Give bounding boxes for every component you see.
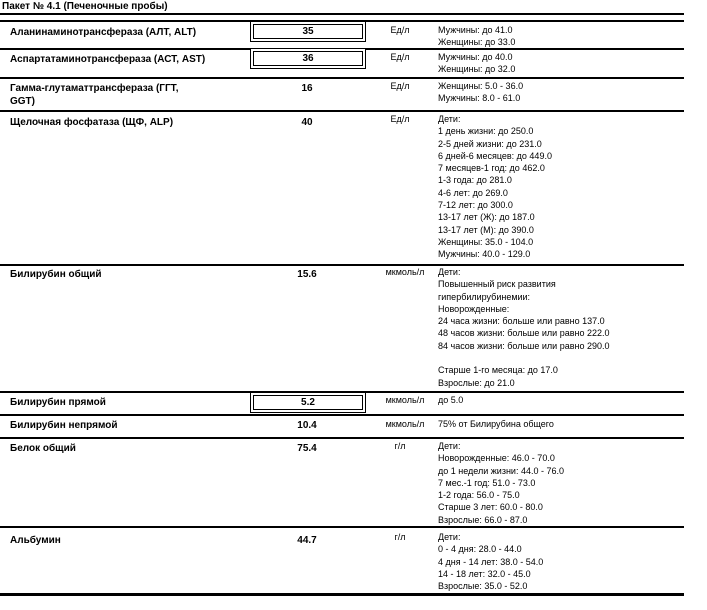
reference-range-alt: Мужчины: до 41.0 Женщины: до 33.0	[438, 25, 516, 48]
reference-range-ggt: Женщины: 5.0 - 36.0 Мужчины: 8.0 - 61.0	[438, 81, 524, 104]
row-divider	[0, 110, 684, 112]
row-divider	[0, 437, 684, 439]
unit-alt: Ед/л	[390, 25, 410, 35]
result-value-bilirubin-total: 15.6	[297, 269, 317, 280]
reference-range-ast: Мужчины: до 40.0 Женщины: до 32.0	[438, 52, 516, 75]
test-name-alp: Щелочная фосфатаза (ЩФ, ALP)	[10, 117, 174, 128]
test-name-bilirubin-direct: Билирубин прямой	[10, 397, 106, 408]
test-name-ggt: Гамма-глутаматтрансфераза (ГГТ, GGT)	[10, 83, 179, 107]
test-name-albumin: Альбумин	[10, 535, 61, 546]
unit-ggt: Ед/л	[390, 81, 410, 91]
result-value-ast: 36	[250, 48, 366, 69]
result-value-alp: 40	[301, 117, 313, 128]
test-name-bilirubin-indirect: Билирубин непрямой	[10, 420, 118, 431]
reference-range-bilirubin-total: Дети: Повышенный риск развития гипербилирубинемии: Новорожденные: 24 часа жизни: больше или равно 137.0 48 часов жизни: больше или равно 222.0 84 часов жизни: больше или равно 290.0 Старше 1-го месяца: до 17.0 Взрослые: до 21.0	[438, 267, 610, 388]
test-name-bilirubin-total: Билирубин общий	[10, 269, 102, 280]
result-value-bilirubin-indirect: 10.4	[297, 420, 317, 431]
reference-range-alp: Дети: 1 день жизни: до 250.0 2-5 дней жизни: до 231.0 6 дней-6 месяцев: до 449.0 7 месяцев-1 год: до 462.0 1-3 года: до 281.0 4-6 лет: до 269.0 7-12 лет: до 300.0 13-17 лет (Ж): до 187.0 13-17 лет (М): до 390.0 Женщины: 35.0 - 104.0 Мужчины: 40.0 - 129.0	[438, 114, 552, 260]
footer-divider	[0, 593, 684, 596]
reference-range-bilirubin-indirect: 75% от Билирубина общего	[438, 419, 554, 429]
result-value-protein-total: 75.4	[297, 443, 317, 454]
test-name-protein-total: Белок общий	[10, 443, 76, 454]
unit-bilirubin-indirect: мкмоль/л	[385, 419, 425, 429]
result-value-bilirubin-direct: 5.2	[250, 392, 366, 413]
row-divider	[0, 526, 684, 528]
unit-ast: Ед/л	[390, 52, 410, 62]
result-value-albumin: 44.7	[297, 535, 317, 546]
reference-range-protein-total: Дети: Новорожденные: 46.0 - 70.0 до 1 недели жизни: 44.0 - 76.0 7 мес.-1 год: 51.0 - 73.0 1-2 года: 56.0 - 75.0 Старше 3 лет: 60.0 - 80.0 Взрослые: 66.0 - 87.0	[438, 441, 564, 525]
result-value-alt: 35	[250, 21, 366, 42]
reference-range-albumin: Дети: 0 - 4 дня: 28.0 - 44.0 4 дня - 14 лет: 38.0 - 54.0 14 - 18 лет: 32.0 - 45.0 Взрослые: 35.0 - 52.0	[438, 532, 544, 592]
unit-bilirubin-total: мкмоль/л	[385, 267, 425, 277]
package-title: Пакет № 4.1 (Печеночные пробы)	[2, 1, 168, 12]
unit-bilirubin-direct: мкмоль/л	[385, 395, 425, 405]
reference-range-bilirubin-direct: до 5.0	[438, 395, 464, 405]
test-name-ast: Аспартатаминотрансфераза (АСТ, AST)	[10, 54, 206, 65]
unit-albumin: г/л	[394, 532, 406, 542]
header-divider	[0, 13, 684, 15]
unit-alp: Ед/л	[390, 114, 410, 124]
unit-protein-total: г/л	[394, 441, 406, 451]
result-value-ggt: 16	[301, 83, 313, 94]
row-divider	[0, 77, 684, 79]
row-divider	[0, 414, 684, 416]
test-name-alt: Аланинаминотрансфераза (АЛТ, ALT)	[10, 27, 197, 38]
